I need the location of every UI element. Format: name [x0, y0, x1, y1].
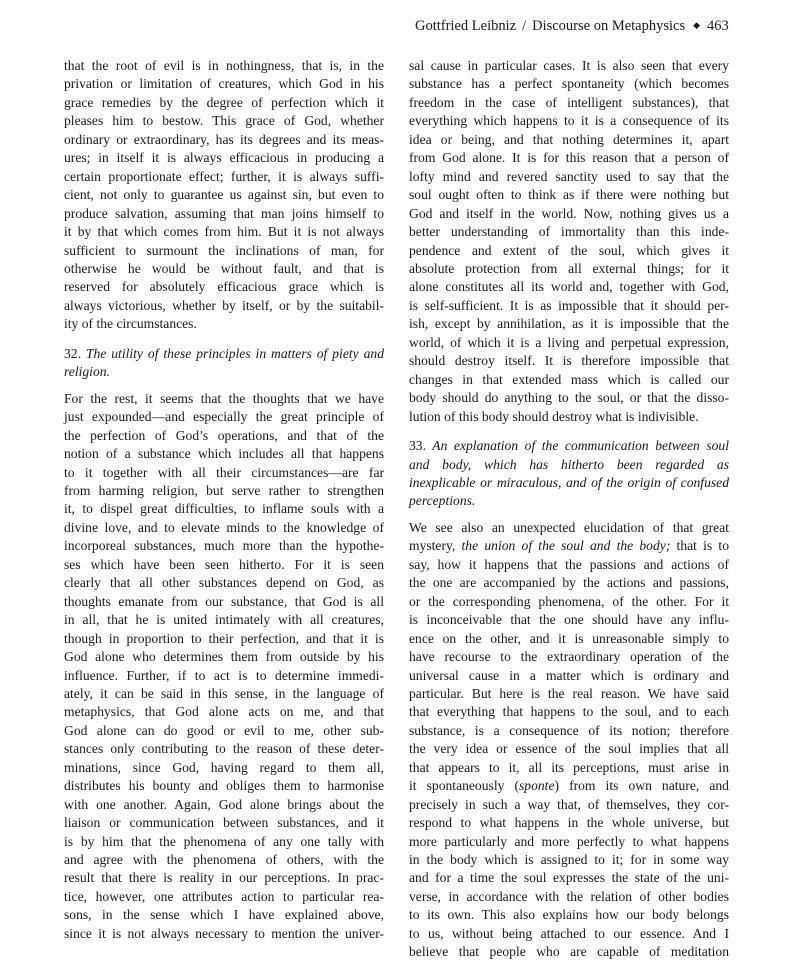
- text-line: believe that people who are capable of meditation: [409, 944, 729, 960]
- paragraph-grace: [64, 57, 384, 334]
- text-line: though in proportion to their perfection, and that it is: [64, 630, 384, 646]
- section-title: An explanation of the communication between soul and body, which has hitherto been regarded as inexplicable or miraculous, and of the origin of confused perceptions.: [409, 438, 729, 509]
- text-run: ) from its own nature, and: [554, 778, 729, 794]
- text-line: otherwise he would be without fault, and that is: [64, 260, 384, 276]
- diamond-ornament-icon: ◆: [693, 20, 701, 30]
- text-run: it spontaneously (: [409, 778, 519, 794]
- text-line: the one are accompanied by the actions and passions,: [409, 575, 729, 591]
- text-line: sal cause in particular cases. It is also seen that every: [409, 58, 729, 73]
- text-line: to it together with all their circumstances—are far: [64, 464, 384, 480]
- section-number: 32.: [64, 345, 81, 361]
- text-line: changes in that extended mass which is called our: [409, 371, 729, 387]
- text-line: distributes his bounty and obliges them to harmonise: [64, 778, 384, 794]
- running-head: [415, 17, 735, 36]
- text-line: body should do anything to the soul, or that the disso-: [409, 390, 729, 406]
- paragraph-union: [409, 519, 729, 962]
- text-line: it, to dispel great difficulties, to inflame souls with a: [64, 501, 384, 517]
- text-line: certain proportionate effect; further, it is always suffi-: [64, 168, 384, 184]
- text-line: the perfection of God’s operations, and that of the: [64, 427, 384, 443]
- text-line: privation or limitation of creatures, which God in his: [64, 76, 384, 92]
- text-line: ately, it can be said in this sense, in the language of: [64, 685, 384, 701]
- text-line: with one another. Again, God alone brings about the: [64, 796, 384, 812]
- text-line: God alone who determines them from outside by his: [64, 649, 384, 665]
- text-line: to us, without being attached to our essence. And I: [409, 925, 729, 941]
- paragraph-religion: [64, 390, 384, 944]
- text-line: ence on the other, and it is unreasonable simply to: [409, 630, 729, 646]
- text-line: divine love, and to elevate minds to the knowledge of: [64, 519, 384, 535]
- text-line: substance, is a consequence of its notion; therefore: [409, 722, 729, 738]
- left-column: [64, 57, 384, 943]
- paragraph-spontaneity: [409, 57, 729, 426]
- text-line: ity of the circumstances.: [64, 316, 197, 332]
- text-line: have recourse to the extraordinary operation of the: [409, 649, 729, 665]
- text-line: respond to what happens in the whole universe, but: [409, 815, 729, 831]
- text-line: just expounded—and especially the great principle of: [64, 409, 384, 425]
- text-run: mystery,: [409, 538, 462, 554]
- text-line: that the root of evil is in nothingness, that is, in the: [64, 58, 384, 73]
- text-line: result that there is reality in our perceptions. In prac-: [64, 870, 384, 886]
- text-line: to its own. This also explains how our body belongs: [409, 907, 729, 923]
- text-line: grace remedies by the degree of perfection which it: [64, 94, 384, 110]
- text-line: [409, 777, 729, 795]
- text-line: We see also an unexpected elucidation of that great: [409, 519, 729, 535]
- text-line: better understanding of immortality than this inde-: [409, 224, 729, 240]
- text-line: say, how it happens that the passions and actions of: [409, 556, 729, 572]
- text-line: since it is not always necessary to mention the univer-: [64, 925, 384, 941]
- section-heading-32: [64, 345, 384, 382]
- text-line: the very idea or essence of the soul implies that all: [409, 741, 729, 757]
- text-line: influence. Further, if to act is to determine immedi-: [64, 667, 384, 683]
- text-line: alone constitutes all its world and, together with God,: [409, 279, 729, 295]
- text-line: pendence and extent of the soul, which gives it: [409, 242, 729, 258]
- text-line: thoughts emanate from our substance, that God is all: [64, 593, 384, 609]
- text-line: world, of which it is a living and perpetual expression,: [409, 334, 729, 350]
- text-line: clearly that all other substances depend on God, as: [64, 575, 384, 591]
- text-line: particular. But here is the real reason. We have said: [409, 685, 729, 701]
- text-line: in the body which is assigned to it; for in some way: [409, 852, 729, 868]
- text-line: and for a time the soul expresses the state of the uni-: [409, 870, 729, 886]
- running-head-separator: /: [522, 18, 527, 34]
- text-line: ses which have been seen hitherto. For it is seen: [64, 556, 384, 572]
- text-line: produce salvation, assuming that man joins himself to: [64, 205, 384, 221]
- text-line: freedom in the case of intelligent substances), that: [409, 94, 729, 110]
- text-line: sons, in the sense which I have explained above,: [64, 907, 384, 923]
- section-heading-33: [409, 437, 729, 511]
- text-line: reserved for absolutely efficacious grace which is: [64, 279, 384, 295]
- text-line: that everything that happens to the soul, and to each: [409, 704, 729, 720]
- text-line: everything which happens to it is a consequence of its: [409, 113, 729, 129]
- text-line: or the corresponding phenomena, of the other. For it: [409, 593, 729, 609]
- page-number: 463: [707, 18, 729, 34]
- text-run: that is to: [670, 538, 729, 554]
- text-line: lofty mind and revered sanctity used to say that the: [409, 168, 729, 184]
- text-line: [409, 537, 729, 555]
- text-line: universal cause in a matter which is ordinary and: [409, 667, 729, 683]
- text-line: sufficient to surmount the inclinations of man, for: [64, 242, 384, 258]
- text-line: incorporeal substances, much more than the hypothe-: [64, 538, 384, 554]
- text-line: verse, in accordance with the relation of other bodies: [409, 888, 729, 904]
- text-line: God alone can do good or evil to me, other sub-: [64, 722, 384, 738]
- text-line: always victorious, whether by itself, or by the suitabil-: [64, 297, 384, 313]
- text-line: substance has a perfect spontaneity (which becomes: [409, 76, 729, 92]
- text-line: should destroy itself. It is therefore impossible that: [409, 353, 729, 369]
- right-column: [409, 57, 729, 962]
- text-line: ordinary or extraordinary, has its degrees and its meas-: [64, 131, 384, 147]
- section-number: 33.: [409, 438, 426, 454]
- text-line: absolute protection from all external things; for it: [409, 260, 729, 276]
- text-line: soul ought often to think as if there were nothing but: [409, 187, 729, 203]
- italic-term: sponte: [518, 778, 555, 794]
- running-head-title: Discourse on Metaphysics: [532, 18, 686, 34]
- text-line: metaphysics, that God alone acts on me, and that: [64, 704, 384, 720]
- text-line: it by that which comes from him. But it is not always: [64, 224, 384, 240]
- text-line: is inconceivable that the one should have any influ-: [409, 612, 729, 628]
- text-line: is self-sufficient. It is as impossible that it should per-: [409, 297, 729, 313]
- running-head-author: Gottfried Leibniz: [415, 18, 517, 34]
- italic-phrase: the union of the soul and the body;: [461, 538, 671, 554]
- text-line: lution of this body should destroy what is indivisible.: [409, 408, 699, 424]
- text-line: is by him that the phenomena of any one tally with: [64, 833, 384, 849]
- text-line: idea or being, and that nothing determines it, apart: [409, 131, 729, 147]
- text-line: stances only contributing to the reason of these deter-: [64, 741, 384, 757]
- text-line: from God alone. It is for this reason that a person of: [409, 150, 729, 166]
- text-line: For the rest, it seems that the thoughts that we have: [64, 390, 384, 406]
- text-line: precisely in such a way that, of themselves, they cor-: [409, 796, 729, 812]
- text-line: and agree with the phenomena of others, with the: [64, 852, 384, 868]
- text-line: ures; in itself it is always efficacious in producing a: [64, 150, 384, 166]
- text-line: God and itself in the world. Now, nothing gives us a: [409, 205, 729, 221]
- text-line: from harming religion, but serve rather to strengthen: [64, 482, 384, 498]
- text-line: minations, since God, having regard to them all,: [64, 759, 384, 775]
- text-line: in all, that he is united intimately with all creatures,: [64, 612, 384, 628]
- text-line: tice, however, one attributes action to particular rea-: [64, 888, 384, 904]
- text-line: more particularly and more perfectly to what happens: [409, 833, 729, 849]
- text-line: that appears to it, all its perceptions, must arise in: [409, 759, 729, 775]
- text-line: cient, not only to guarantee us against sin, but even to: [64, 187, 384, 203]
- text-line: liaison or communication between substances, and it: [64, 815, 384, 831]
- section-title: The utility of these principles in matters of piety and religion.: [64, 345, 384, 380]
- text-line: ish, except by annihilation, as it is impossible that the: [409, 316, 729, 332]
- text-line: notion of a substance which includes all that happens: [64, 446, 384, 462]
- text-line: pleases him to bestow. This grace of God, whether: [64, 113, 384, 129]
